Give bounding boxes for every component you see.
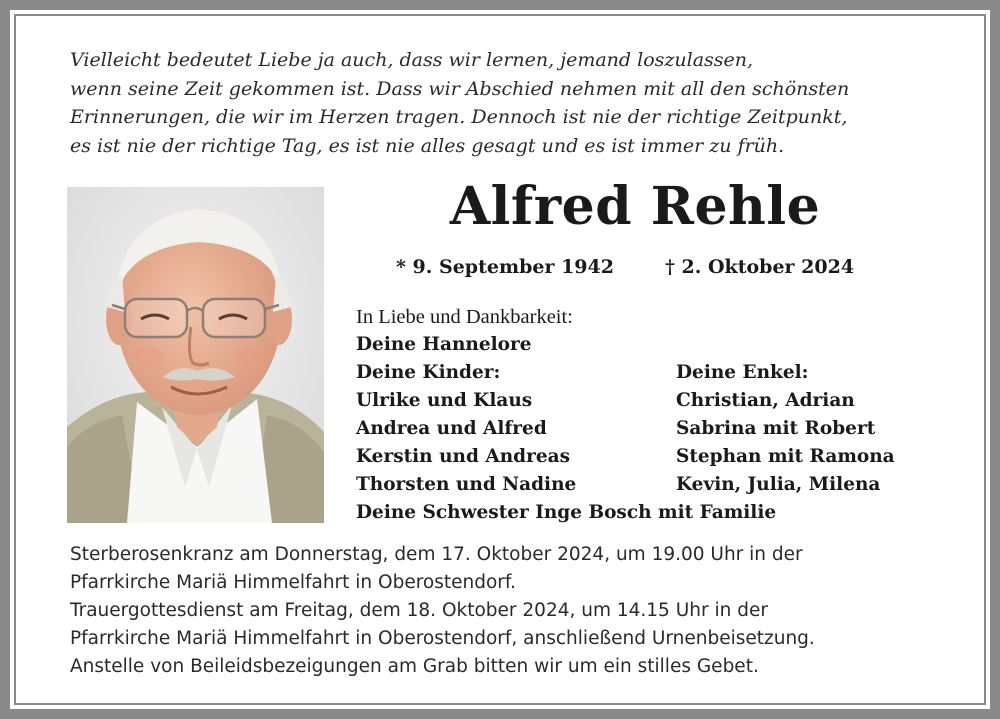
child-entry: Ulrike und Klaus <box>356 390 533 411</box>
info-line: Sterberosenkranz am Donnerstag, dem 17. Oktober 2024, um 19.00 Uhr in der <box>70 544 803 565</box>
grandchild-entry: Sabrina mit Robert <box>676 418 876 439</box>
service-info <box>70 541 950 681</box>
poem-line: Vielleicht bedeutet Liebe ja auch, dass wir lernen, jemand loszulassen, <box>70 49 754 71</box>
info-line: Trauergottesdienst am Freitag, dem 18. Oktober 2024, um 14.15 Uhr in der <box>70 600 768 621</box>
deceased-name: Alfred Rehle <box>449 176 821 237</box>
sibling-name: Deine Schwester Inge Bosch mit Familie <box>356 502 777 523</box>
poem-line: Erinnerungen, die wir im Herzen tragen. Dennoch ist nie der richtige Zeitpunkt, <box>70 106 848 128</box>
poem-line: es ist nie der richtige Tag, es ist nie alles gesagt und es ist immer zu früh. <box>70 134 785 157</box>
birth-date: * 9. September 1942 <box>396 256 614 278</box>
portrait-photo <box>67 187 324 523</box>
grandchild-entry: Stephan mit Ramona <box>676 446 895 467</box>
child-entry: Kerstin und Andreas <box>356 446 571 467</box>
spouse-name: Deine Hannelore <box>356 334 532 355</box>
poem <box>70 46 950 160</box>
mourners-intro: In Liebe und Dankbarkeit: <box>356 306 573 328</box>
children-label: Deine Kinder: <box>356 362 501 383</box>
info-line: Pfarrkirche Mariä Himmelfahrt in Oberostendorf, anschließend Urnenbeisetzung. <box>70 628 815 649</box>
death-date: † 2. Oktober 2024 <box>665 256 855 278</box>
grandchild-entry: Christian, Adrian <box>676 390 855 411</box>
child-entry: Andrea und Alfred <box>356 418 547 439</box>
info-line: Anstelle von Beileidsbezeigungen am Grab bitten wir um ein stilles Gebet. <box>70 656 759 677</box>
info-line: Pfarrkirche Mariä Himmelfahrt in Oberostendorf. <box>70 572 516 593</box>
grandchildren-label: Deine Enkel: <box>676 362 809 383</box>
poem-line: wenn seine Zeit gekommen ist. Dass wir Abschied nehmen mit all den schönsten <box>70 77 850 100</box>
grandchild-entry: Kevin, Julia, Milena <box>676 474 881 495</box>
child-entry: Thorsten und Nadine <box>356 474 577 495</box>
